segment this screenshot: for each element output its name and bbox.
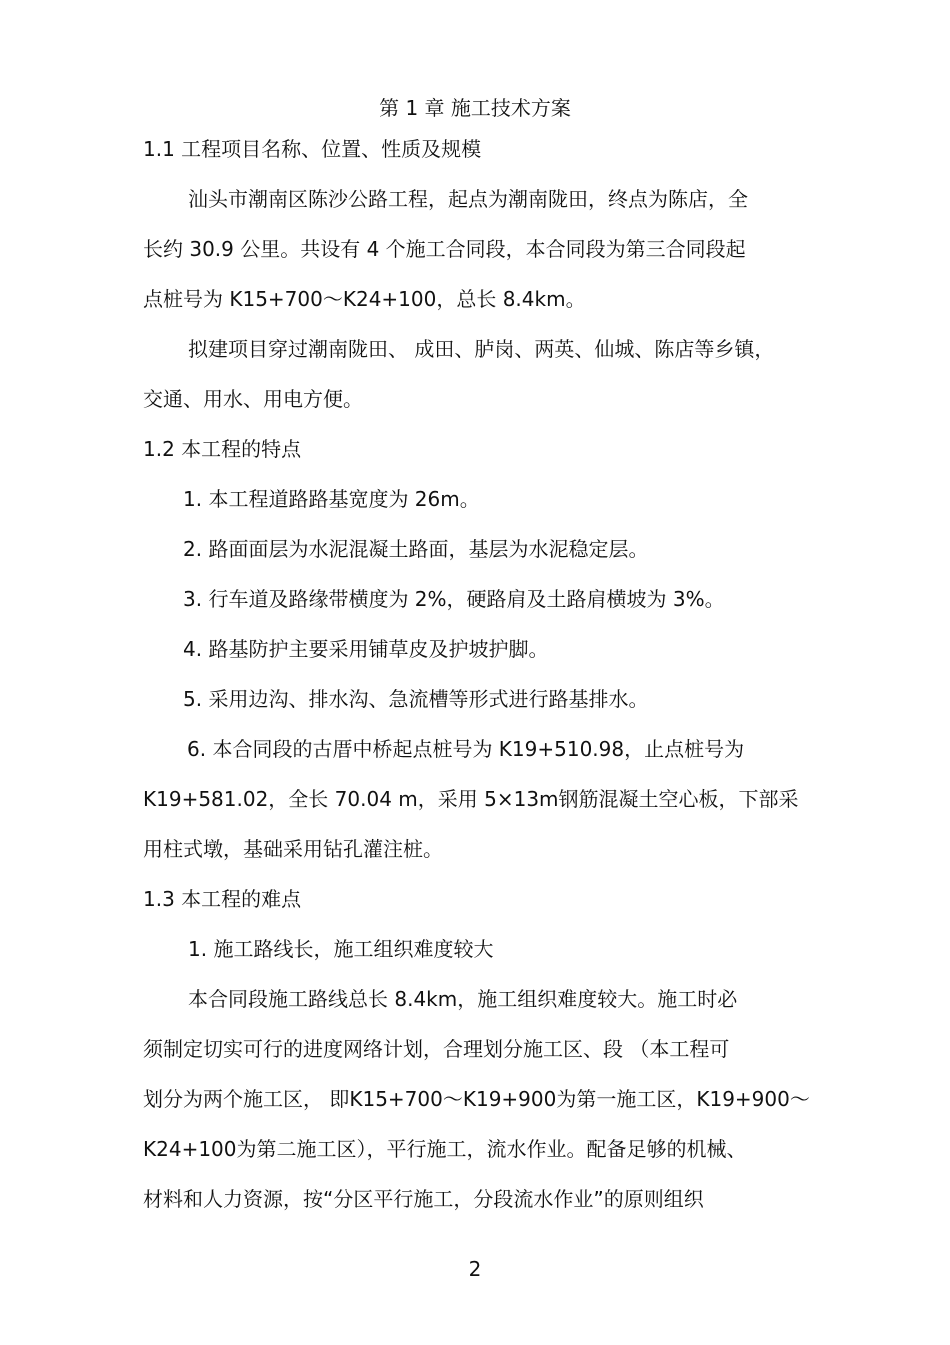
section-heading-1-1: 1.1 工程项目名称、位置、性质及规模 <box>143 137 482 161</box>
paragraph-line: 用柱式墩，基础采用钻孔灌注桩。 <box>143 837 443 861</box>
section-heading-1-2: 1.2 本工程的特点 <box>143 437 302 461</box>
paragraph-line: 点桩号为 K15+700～K24+100，总长 8.4km。 <box>143 287 586 311</box>
list-item: 6. 本合同段的古厝中桥起点桩号为 K19+510.98，止点桩号为 <box>187 737 745 761</box>
page-number: 2 <box>468 1257 482 1281</box>
paragraph-line: 须制定切实可行的进度网络计划，合理划分施工区、段 （本工程可 <box>143 1037 730 1061</box>
list-item: 2. 路面面层为水泥混凝土路面，基层为水泥稳定层。 <box>183 537 649 561</box>
section-heading-1-3: 1.3 本工程的难点 <box>143 887 302 911</box>
chapter-title: 第 1 章 施工技术方案 <box>379 96 571 120</box>
paragraph-line: 交通、用水、用电方便。 <box>143 387 363 411</box>
paragraph-line: K24+100为第二施工区），平行施工，流水作业。配备足够的机械、 <box>143 1137 747 1161</box>
list-item: 1. 本工程道路路基宽度为 26m。 <box>183 487 480 511</box>
paragraph-line: 长约 30.9 公里。共设有 4 个施工合同段，本合同段为第三合同段起 <box>143 237 746 261</box>
list-item: 5. 采用边沟、排水沟、急流槽等形式进行路基排水。 <box>183 687 649 711</box>
paragraph-line: K19+581.02，全长 70.04 m，采用 5×13m钢筋混凝土空心板，下部采 <box>143 787 799 811</box>
paragraph-line: 汕头市潮南区陈沙公路工程，起点为潮南陇田，终点为陈店，全 <box>188 187 748 211</box>
list-item: 3. 行车道及路缘带横度为 2%，硬路肩及土路肩横坡为 3%。 <box>183 587 725 611</box>
paragraph-line: 划分为两个施工区， 即K15+700～K19+900为第一施工区，K19+900～ <box>143 1087 810 1111</box>
sub-heading: 1. 施工路线长，施工组织难度较大 <box>188 937 494 961</box>
paragraph-line: 本合同段施工路线总长 8.4km，施工组织难度较大。施工时必 <box>188 987 738 1011</box>
list-item: 4. 路基防护主要采用铺草皮及护坡护脚。 <box>183 637 549 661</box>
paragraph-line: 拟建项目穿过潮南陇田、 成田、胪岗、两英、仙城、陈店等乡镇， <box>188 337 775 361</box>
paragraph-line: 材料和人力资源，按“分区平行施工，分段流水作业”的原则组织 <box>143 1187 704 1211</box>
